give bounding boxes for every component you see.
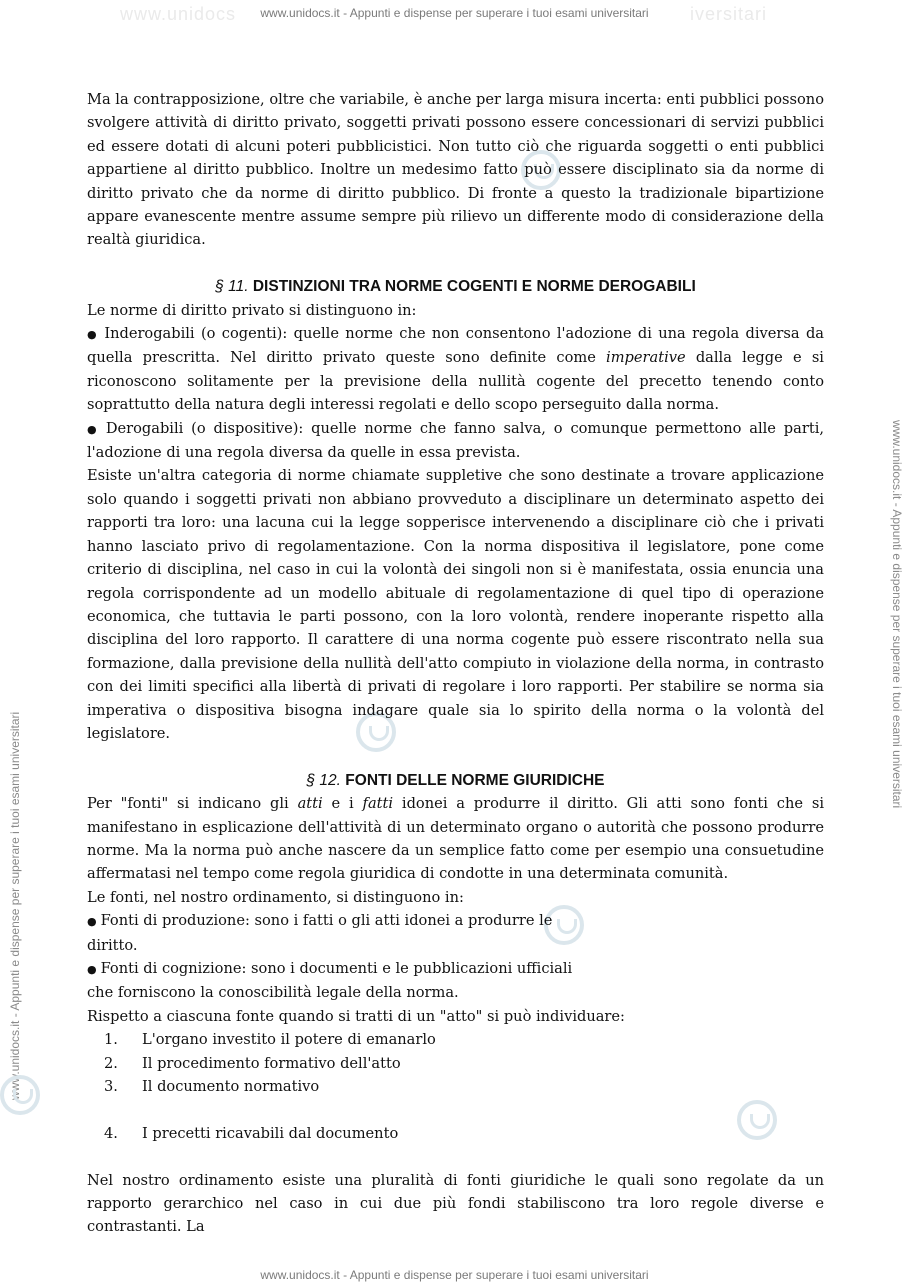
intro-paragraph: Ma la contrapposizione, oltre che variabile, è anche per larga misura incerta: enti pubblici possono svolgere attività di diritto privato, soggetti privati possono essere concessionari di servizi pubblici ed essere dotati di alcuni poteri pubblicistici. Non tutto ciò che riguarda soggetti o enti pubblici appartiene al diritto pubblico. Inoltre un medesimo fatto può essere disciplinato sia da norme di diritto privato che da norme di diritto pubblico. Di fronte a questo la tradizionale bipartizione appare evanescente mentre assume sempre più rilievo un differente modo di considerazione della realtà giuridica. (87, 91, 824, 249)
list-text: Il procedimento formativo dell'atto (142, 1054, 401, 1072)
list-number: 1. (104, 1031, 118, 1049)
bullet-fonti-cognizione (87, 957, 824, 981)
emphasis-atti: atti (297, 795, 323, 813)
unidocs-logo-icon (0, 1075, 40, 1115)
section-11-number: § 11. (215, 278, 249, 296)
text-run: idonei a produrre il diritto. Gli atti sono fonti che si manifestano in esplicazione dell'attività di un determinato organo o autorità che possono produrre norme. Ma la norma può anche nascere da un semplice fatto come per esempio una consuetudine affermatasi nel tempo come regola giuridica di condotte in una determinata comunità. (87, 795, 824, 883)
spacer (87, 1145, 824, 1168)
watermark-left-vertical: www.unidocs.it - Appunti e dispense per superare i tuoi esami universitari (8, 711, 22, 1100)
list-lead: Rispetto a ciascuna fonte quando si tratti di un "atto" si può individuare: (87, 1007, 625, 1025)
numbered-list (87, 1028, 824, 1145)
emphasis-imperative: imperative (606, 349, 686, 367)
closing-paragraph: Nel nostro ordinamento esiste una pluralità di fonti giuridiche le quali sono regolate da un rapporto gerarchico nel caso in cui due più fondi stabiliscono tra loro regole diverse e contrastanti. La (87, 1171, 824, 1236)
list-item (87, 1052, 824, 1075)
watermark-right-vertical: www.unidocs.it - Appunti e dispense per superare i tuoi esami universitari (890, 420, 904, 809)
bullet-fonti-produzione (87, 909, 824, 933)
bullet-text: Fonti di produzione: sono i fatti o gli atti idonei a produrre le (100, 912, 553, 930)
bullet-icon: ● (87, 963, 97, 976)
bullet-inderogabili (87, 322, 824, 417)
bullet-icon: ● (87, 328, 99, 342)
list-number: 4. (104, 1124, 118, 1142)
bullet-text: dalla legge e si riconoscono solitamente per la previsione della nullità cogente del precetto tenendo conto soprattutto della natura degli interessi regolati e dello scopo perseguito dalla norma. (87, 349, 824, 414)
section-12-title: FONTI DELLE NORME GIURIDICHE (345, 771, 605, 789)
list-number: 3. (104, 1078, 118, 1096)
watermark-ghost-left: www.unidocs (120, 4, 237, 24)
section-11-paragraph: Esiste un'altra categoria di norme chiamate suppletive che sono destinate a trovare applicazione solo quando i soggetti privati non abbiano provveduto a disciplinare un determinato aspetto dei rapporti tra loro: una lacuna cui la legge sopperisce intervenendo a disciplinare ciò che i privati hanno lasciato privo di regolamentazione. Con la norma dispositiva il legislatore, pone come criterio di disciplina, nel caso in cui la volontà dei singoli non si è manifestata, ossia enuncia una regola corrispondente ad un modello abituale di regolamentazione di quel tipo di operazione economica, che tuttavia le parti possono, con la loro volontà, rendere inoperante rispetto alla disciplina del loro rapporto. Il carattere di una norma cogente può essere riscontrato nella sua formazione, dalla previsione della nullità dell'atto compiuto in violazione della norma, in contrasto con dei limiti specifici alla libertà di privati di regolare i loro rapporti. Per stabilire se norma sia imperativa o dispositiva bisogna indagare quale sia lo spirito della norma o la volontà del legislatore. (87, 467, 824, 742)
watermark-header: www.unidocs.it - Appunti e dispense per superare i tuoi esami universitari (260, 6, 649, 20)
watermark-ghost-right: iversitari (690, 4, 768, 24)
section-12-number: § 12. (306, 771, 341, 789)
list-text: I precetti ricavabili dal documento (142, 1124, 399, 1142)
watermark-footer: www.unidocs.it - Appunti e dispense per superare i tuoi esami universitari (260, 1268, 649, 1282)
bullet-fonti-produzione-cont: diritto. (87, 936, 138, 954)
document-body (87, 88, 824, 1239)
section-12-paragraph (87, 792, 824, 886)
bullet-text: Fonti di cognizione: sono i documenti e le pubblicazioni ufficiali (100, 960, 573, 977)
list-item (87, 1075, 824, 1098)
list-item (87, 1122, 824, 1145)
bullet-derogabili (87, 417, 824, 465)
bullet-fonti-cognizione-cont: che forniscono la conoscibilità legale della norma. (87, 984, 459, 1002)
section-12-lead: Le fonti, nel nostro ordinamento, si distinguono in: (87, 888, 464, 906)
bullet-icon: ● (87, 915, 97, 929)
section-11-title: DISTINZIONI TRA NORME COGENTI E NORME DEROGABILI (252, 278, 696, 296)
list-text: L'organo investito il potere di emanarlo (142, 1031, 436, 1049)
bullet-text: Derogabili (o dispositive): quelle norme che fanno salva, o comunque permettono alle parti, l'adozione di una regola diversa da quelle in essa prevista. (87, 419, 824, 462)
list-item (87, 1028, 824, 1051)
text-run: Per "fonti" si indicano gli (87, 795, 298, 813)
section-11-heading (87, 275, 824, 298)
section-12-heading (87, 769, 824, 792)
list-text: Il documento normativo (142, 1078, 320, 1096)
list-number: 2. (104, 1054, 118, 1072)
emphasis-fatti: fatti (362, 795, 394, 813)
spacer (87, 252, 824, 275)
bullet-icon: ● (87, 422, 100, 436)
section-11-lead: Le norme di diritto privato si distinguono in: (87, 301, 417, 319)
spacer (87, 745, 824, 768)
text-run: e i (322, 795, 363, 813)
bullet-text: Inderogabili (o cogenti): quelle norme che non consentono l'adozione di una regola diversa da quella prescritta. Nel diritto privato queste sono definite come (87, 325, 824, 367)
